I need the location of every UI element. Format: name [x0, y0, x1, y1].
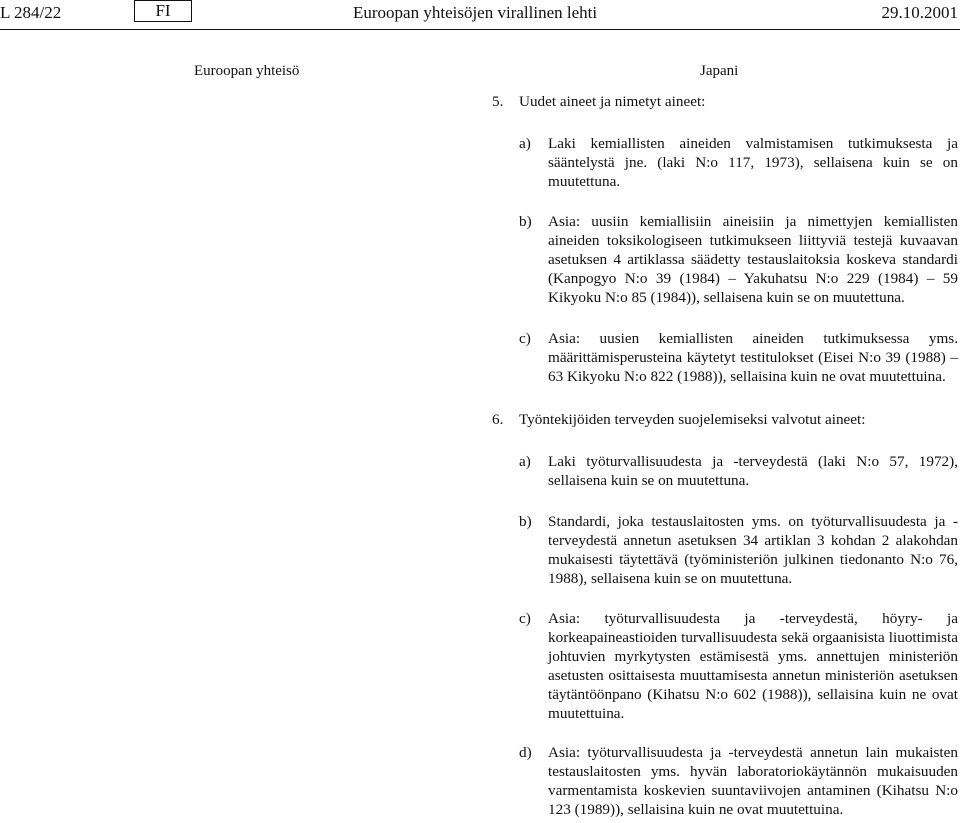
item-label: a) — [519, 453, 531, 470]
section-number: 6. — [492, 411, 504, 428]
item-label: c) — [519, 610, 531, 627]
item-label: b) — [519, 213, 532, 230]
journal-title: Euroopan yhteisöjen virallinen lehti — [353, 3, 598, 22]
page-reference: L 284/22 — [0, 3, 62, 22]
item-label: c) — [519, 330, 531, 347]
column-heading-right: Japani — [700, 63, 739, 79]
publication-date: 29.10.2001 — [881, 3, 958, 22]
item-label: a) — [519, 135, 531, 152]
section-title: Uudet aineet ja nimetyt aineet: — [519, 93, 706, 110]
header-rule — [0, 29, 960, 30]
item-text: Laki kemiallisten aineiden valmistamisen tutkimuksesta ja sääntelystä jne. (laki N:o 117, 1973), sellaisena kuin se on muutettuna. — [548, 135, 958, 190]
item-text: Asia: työturvallisuudesta ja -terveydestä, höyry- ja korkeapaineastioiden turvallisuudesta sekä orgaanisista liuottimista johtuvien myrkytysten estämisestä yms. annettujen ministeriön asetusten osittaisesta muuttamisesta annetun ministeriön asetuksen täytäntöönpano (Kihatsu N:o 602 (1988)), sellaisina kuin ne ovat muutettuina. — [548, 610, 958, 722]
item-text: Asia: uusiin kemiallisiin aineisiin ja nimettyjen kemiallisten aineiden toksikologiseen tutkimukseen liittyviä testejä kuvaavan asetuksen 4 artiklassa säädetty testauslaitoksia koskeva standardi (Kanpogyo N:o 39 (1984) – Yakuhatsu N:o 229 (1984) – 59 Kikyoku N:o 85 (1984)), sellaisena kuin se on muutettuna. — [548, 213, 958, 306]
item-label: d) — [519, 744, 532, 761]
item-text: Laki työturvallisuudesta ja -terveydestä (laki N:o 57, 1972), sellaisena kuin se on muutettuna. — [548, 453, 958, 489]
column-heading-left: Euroopan yhteisö — [194, 63, 300, 79]
item-text: Asia: uusien kemiallisten aineiden tutkimuksessa yms. määrittämisperusteina käytetyt testitulokset (Eisei N:o 39 (1988) – 63 Kikyoku N:o 822 (1988)), sellaisina kuin ne ovat muutettuina. — [548, 330, 958, 385]
item-text: Asia: työturvallisuudesta ja -terveydestä annetun lain mukaisten testauslaitosten yms. hyvän laboratoriokäytännön mukaisuuden varmentamista koskevien suuntaviivojen antaminen (Kihatsu N:o 123 (1989)), sellaisina kuin ne ovat muutettuina. — [548, 744, 958, 818]
item-label: b) — [519, 513, 532, 530]
item-text: Standardi, joka testauslaitosten yms. on työturvallisuudesta ja -terveydestä annetun asetuksen 34 artiklan 3 kohdan 2 alakohdan mukaisesti täytettävä (työministeriön julkinen tiedonanto N:o 76, 1988), sellaisena kuin se on muutettuna. — [548, 513, 958, 587]
section-number: 5. — [492, 93, 504, 110]
language-code-box: FI — [134, 0, 192, 22]
section-title: Työntekijöiden terveyden suojelemiseksi valvotut aineet: — [519, 411, 866, 428]
page-header — [0, 0, 960, 40]
